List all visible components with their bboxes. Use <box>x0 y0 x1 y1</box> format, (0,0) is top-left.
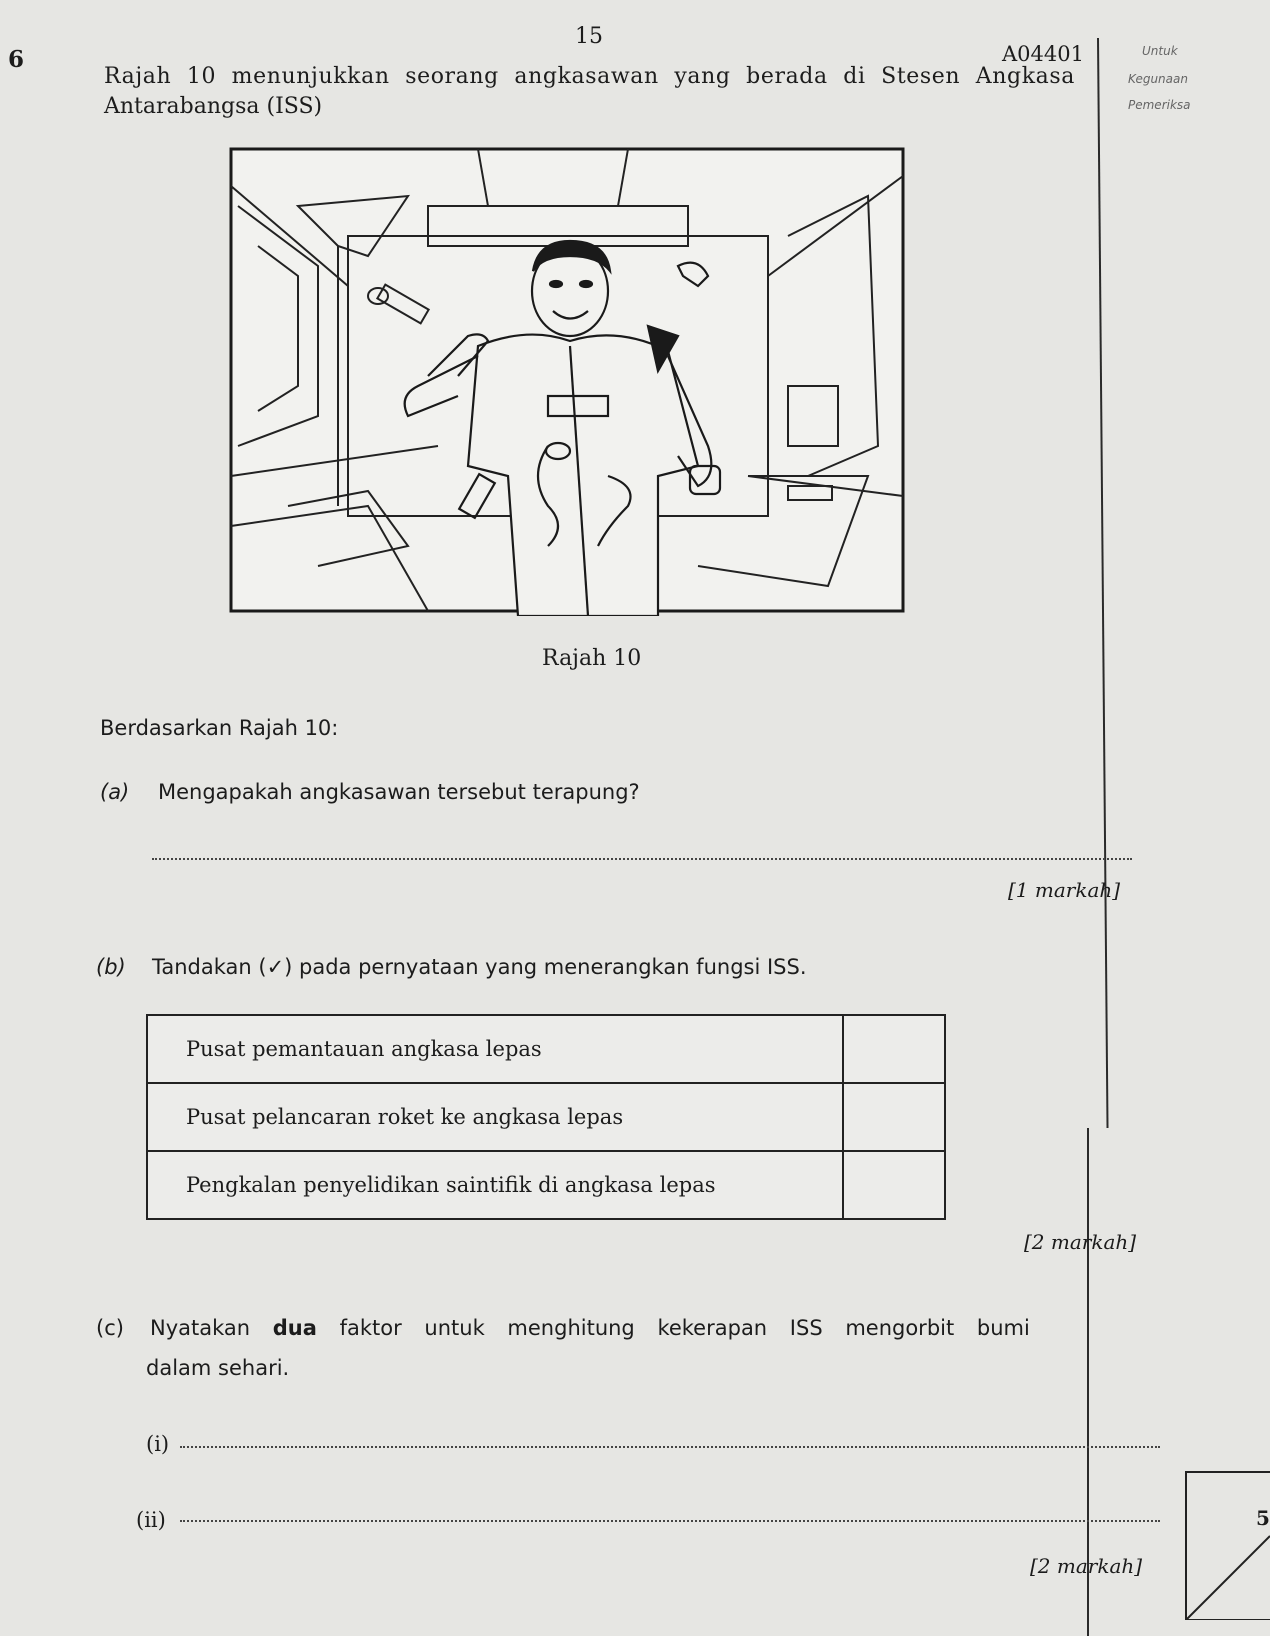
question-number: 6 <box>8 46 25 73</box>
figure-caption: Rajah 10 <box>542 646 642 671</box>
examiner-use-line2: Kegunaan <box>1128 72 1188 86</box>
question-intro-line2: Antarabangsa (ISS) <box>104 94 323 119</box>
part-a-marks: [1 markah] <box>1008 878 1121 902</box>
option-text: Pusat pelancaran roket ke angkasa lepas <box>147 1083 843 1151</box>
score-total: 5 <box>1256 1506 1270 1530</box>
option-text: Pusat pemantauan angkasa lepas <box>147 1015 843 1083</box>
part-c-line2: dalam sehari. <box>146 1356 290 1380</box>
examiner-use-line1: Untuk <box>1142 44 1178 58</box>
table-row <box>147 1151 945 1219</box>
option-text: Pengkalan penyelidikan saintifik di angkasa lepas <box>147 1151 843 1219</box>
figure-rajah-10 <box>228 146 908 616</box>
part-c-line1 <box>150 1316 1030 1340</box>
part-b-question: Tandakan (✓) pada pernyataan yang menerangkan fungsi ISS. <box>152 955 807 979</box>
part-c-answer-ii[interactable] <box>180 1520 1160 1522</box>
lead-text: Berdasarkan Rajah 10: <box>100 716 339 740</box>
part-c-pre: Nyatakan <box>150 1316 251 1340</box>
part-c-label: (c) <box>96 1316 124 1340</box>
part-c-answer-i[interactable] <box>180 1446 1160 1448</box>
astronaut-illustration <box>228 146 908 616</box>
part-a-answer-line[interactable] <box>152 858 1132 860</box>
part-c-sub-ii-label: (ii) <box>136 1508 166 1532</box>
question-intro-line1: Rajah 10 menunjukkan seorang angkasawan yang berada di Stesen Angkasa <box>104 64 1075 89</box>
page-number: 15 <box>575 24 603 49</box>
table-row <box>147 1015 945 1083</box>
score-box-frame <box>1184 1470 1270 1620</box>
part-c-sub-i-label: (i) <box>146 1432 170 1456</box>
part-b-label: (b) <box>96 955 126 979</box>
part-a-label: (a) <box>100 780 130 804</box>
score-box <box>1184 1470 1270 1620</box>
part-a-question: Mengapakah angkasawan tersebut terapung? <box>158 780 640 804</box>
paper-code: A04401 <box>1002 42 1084 66</box>
tick-box[interactable] <box>843 1083 945 1151</box>
margin-rule <box>1097 38 1109 1128</box>
part-c-post: faktor untuk menghitung kekerapan ISS mengorbit bumi <box>339 1316 1030 1340</box>
tick-box[interactable] <box>843 1015 945 1083</box>
part-b-marks: [2 markah] <box>1024 1230 1137 1254</box>
table-row <box>147 1083 945 1151</box>
tick-box[interactable] <box>843 1151 945 1219</box>
examiner-use-line3: Pemeriksa <box>1128 98 1191 112</box>
part-c-bold-word: dua <box>272 1316 317 1340</box>
part-c-marks: [2 markah] <box>1030 1554 1143 1578</box>
iss-function-table <box>146 1014 946 1220</box>
